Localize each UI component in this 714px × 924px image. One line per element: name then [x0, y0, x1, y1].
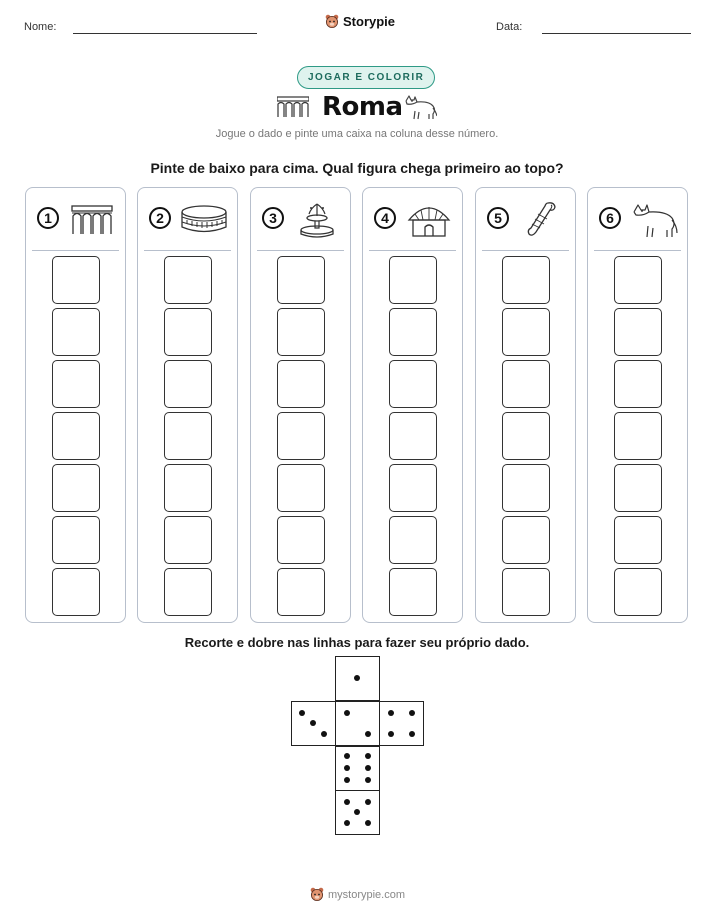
footer — [310, 887, 405, 902]
dice-pip — [365, 765, 371, 771]
column-divider — [257, 250, 344, 251]
color-box[interactable] — [389, 464, 437, 512]
color-box[interactable] — [389, 360, 437, 408]
dice-pip — [344, 799, 350, 805]
dice-pip — [344, 753, 350, 759]
wolf-title-icon — [403, 94, 437, 120]
column-divider — [144, 250, 231, 251]
activity-badge: JOGAR E COLORIR — [297, 66, 435, 89]
color-box[interactable] — [164, 412, 212, 460]
column-header — [476, 188, 575, 250]
dice-pip — [409, 710, 415, 716]
color-box[interactable] — [52, 256, 100, 304]
brand-name: Storypie — [343, 14, 396, 29]
color-box[interactable] — [52, 308, 100, 356]
color-box[interactable] — [614, 568, 662, 616]
color-box[interactable] — [389, 308, 437, 356]
color-box[interactable] — [502, 360, 550, 408]
dice-pip — [310, 720, 316, 726]
color-box[interactable] — [614, 412, 662, 460]
color-box[interactable] — [52, 360, 100, 408]
color-box[interactable] — [389, 568, 437, 616]
brand-logo — [325, 14, 395, 29]
dice-pip — [365, 799, 371, 805]
date-line[interactable] — [542, 33, 691, 34]
fountain-icon — [293, 200, 341, 240]
bear-footer-icon — [310, 887, 324, 902]
color-box[interactable] — [277, 568, 325, 616]
column-header — [26, 188, 125, 250]
dice-pip — [354, 675, 360, 681]
dice-face-5 — [335, 790, 380, 835]
color-box[interactable] — [277, 308, 325, 356]
bear-logo-icon — [325, 14, 339, 29]
color-box[interactable] — [502, 308, 550, 356]
color-box[interactable] — [164, 464, 212, 512]
dice-pip — [365, 731, 371, 737]
column-header — [138, 188, 237, 250]
column-divider — [32, 250, 119, 251]
column-number: 3 — [262, 207, 284, 229]
color-box[interactable] — [502, 464, 550, 512]
column-number: 4 — [374, 207, 396, 229]
dice-instruction: Recorte e dobre nas linhas para fazer seu próprio dado. — [184, 635, 530, 650]
wolf-icon — [630, 200, 678, 240]
dice-pip — [344, 710, 350, 716]
hut-icon — [405, 200, 453, 240]
column-1 — [25, 187, 126, 623]
color-box[interactable] — [164, 256, 212, 304]
instruction: Pinte de baixo para cima. Qual figura chega primeiro ao topo? — [150, 160, 564, 176]
dice-face-1 — [335, 656, 380, 701]
subtitle: Jogue o dado e pinte uma caixa na coluna desse número. — [215, 128, 499, 140]
color-box[interactable] — [614, 464, 662, 512]
aqueduct-title-icon — [277, 96, 309, 118]
color-box[interactable] — [52, 568, 100, 616]
color-box[interactable] — [614, 308, 662, 356]
dice-pip — [344, 765, 350, 771]
color-box[interactable] — [52, 412, 100, 460]
color-box[interactable] — [389, 256, 437, 304]
color-box[interactable] — [164, 308, 212, 356]
color-box[interactable] — [614, 516, 662, 564]
dice-pip — [354, 809, 360, 815]
color-box[interactable] — [277, 516, 325, 564]
dice-pip — [388, 710, 394, 716]
dice-face-2 — [335, 701, 380, 746]
column-number: 5 — [487, 207, 509, 229]
name-label: Nome: — [24, 21, 57, 33]
color-box[interactable] — [614, 256, 662, 304]
color-box[interactable] — [389, 516, 437, 564]
column-number: 6 — [599, 207, 621, 229]
column-4 — [362, 187, 463, 623]
color-box[interactable] — [277, 360, 325, 408]
dice-face-3 — [291, 701, 336, 746]
color-box[interactable] — [502, 412, 550, 460]
footer-url: mystorypie.com — [328, 888, 406, 901]
column-divider — [594, 250, 681, 251]
color-box[interactable] — [502, 516, 550, 564]
color-box[interactable] — [52, 516, 100, 564]
color-box[interactable] — [502, 256, 550, 304]
dice-pip — [365, 753, 371, 759]
column-header — [588, 188, 687, 250]
dice-pip — [344, 820, 350, 826]
color-box[interactable] — [277, 256, 325, 304]
column-3 — [250, 187, 351, 623]
dice-pip — [365, 820, 371, 826]
column-6 — [587, 187, 688, 623]
color-box[interactable] — [614, 360, 662, 408]
color-box[interactable] — [277, 412, 325, 460]
dice-face-6 — [335, 746, 380, 791]
date-label: Data: — [496, 21, 523, 33]
page-title: Roma — [322, 92, 403, 122]
name-line[interactable] — [73, 33, 257, 34]
column-2 — [137, 187, 238, 623]
dice-pip — [409, 731, 415, 737]
aqueduct-icon — [68, 200, 116, 240]
column-5 — [475, 187, 576, 623]
dice-pip — [365, 777, 371, 783]
dice-face-4 — [379, 701, 424, 746]
color-box[interactable] — [389, 412, 437, 460]
dice-pip — [299, 710, 305, 716]
color-box[interactable] — [277, 464, 325, 512]
color-box[interactable] — [52, 464, 100, 512]
color-box[interactable] — [164, 516, 212, 564]
scroll-icon — [518, 200, 566, 240]
color-box[interactable] — [502, 568, 550, 616]
column-number: 1 — [37, 207, 59, 229]
color-box[interactable] — [164, 568, 212, 616]
column-header — [251, 188, 350, 250]
dice-pip — [321, 731, 327, 737]
dice-pip — [344, 777, 350, 783]
column-divider — [369, 250, 456, 251]
dice-pip — [388, 731, 394, 737]
colosseum-icon — [180, 200, 228, 240]
column-number: 2 — [149, 207, 171, 229]
color-box[interactable] — [164, 360, 212, 408]
column-divider — [482, 250, 569, 251]
column-header — [363, 188, 462, 250]
